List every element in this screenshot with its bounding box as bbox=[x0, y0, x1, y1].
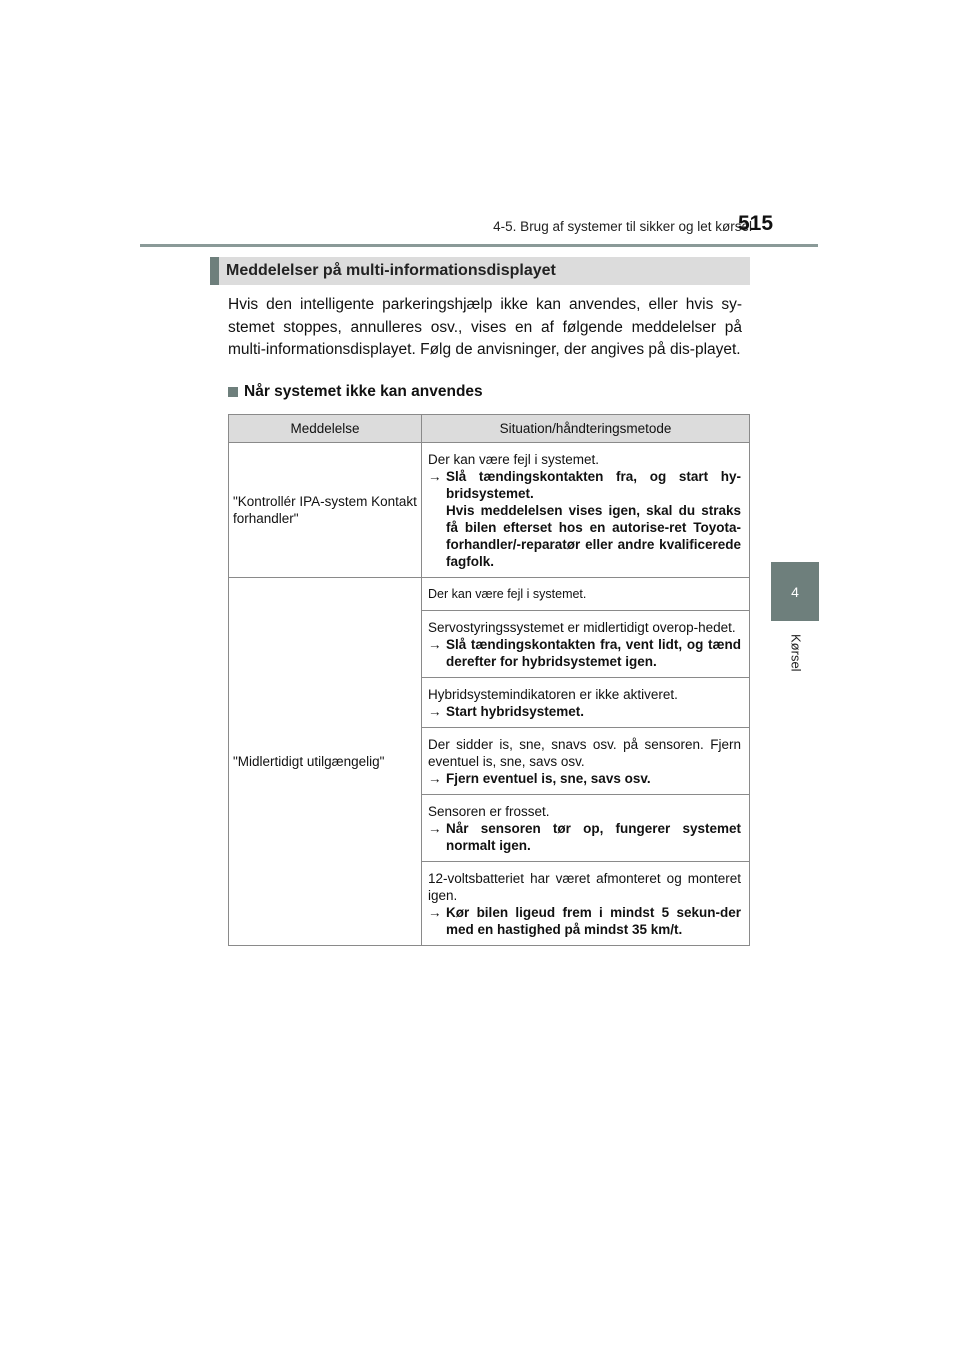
arrow-right-icon: → bbox=[428, 905, 442, 920]
table-header-row bbox=[229, 415, 750, 443]
situation-cell bbox=[422, 443, 750, 578]
arrow-right-icon: → bbox=[428, 637, 442, 652]
section-banner bbox=[210, 257, 750, 285]
action-text: Slå tændingskontakten fra, vent lidt, og tænd derefter for hybridsystemet igen. bbox=[446, 637, 741, 669]
column-header-message: Meddelelse bbox=[229, 415, 422, 443]
cause-text: Der kan være fejl i systemet. bbox=[428, 587, 587, 601]
subheading-text: Når systemet ikke kan anvendes bbox=[244, 383, 483, 400]
action-line bbox=[428, 770, 741, 787]
action-line bbox=[428, 636, 741, 670]
message-table bbox=[228, 414, 750, 946]
message-cell: "Midlertidigt utilgængelig" bbox=[229, 578, 422, 946]
table-row bbox=[229, 443, 750, 578]
action-text: Slå tændingskontakten fra, og start hy-bridsystemet. bbox=[446, 469, 741, 501]
action-text: Fjern eventuel is, sne, savs osv. bbox=[446, 771, 651, 786]
action-text: Når sensoren tør op, fungerer systemet normalt igen. bbox=[446, 821, 741, 853]
arrow-right-icon: → bbox=[428, 821, 442, 836]
cause-text: Hybridsystemindikatoren er ikke aktiveret. bbox=[428, 687, 678, 702]
situation-entry bbox=[422, 677, 749, 727]
chapter-tab: 4 bbox=[771, 562, 819, 621]
header-section-title: 4-5. Brug af systemer til sikker og let kørsel bbox=[493, 219, 752, 234]
table-row bbox=[229, 578, 750, 946]
situation-entry bbox=[422, 443, 749, 577]
situation-entry bbox=[422, 794, 749, 861]
action-line bbox=[428, 703, 741, 720]
cause-text: Der sidder is, sne, snavs osv. på sensoren. Fjern eventuel is, sne, savs osv. bbox=[428, 737, 741, 769]
cause-text: 12-voltsbatteriet har været afmonteret og monteret igen. bbox=[428, 871, 741, 903]
action-text: Start hybridsystemet. bbox=[446, 704, 585, 719]
note-text: Hvis meddelelsen vises igen, skal du straks få bilen efterset hos en autorise-ret Toyota-forhandler/-reparatør eller andre kvalificerede fagfolk. bbox=[446, 503, 741, 569]
cause-text: Der kan være fejl i systemet. bbox=[428, 452, 600, 467]
arrow-right-icon: → bbox=[428, 771, 442, 786]
chapter-label: Kørsel bbox=[788, 634, 804, 672]
arrow-right-icon: → bbox=[428, 704, 442, 719]
action-line bbox=[428, 904, 741, 938]
situation-entry bbox=[422, 861, 749, 945]
situation-entry bbox=[422, 610, 749, 677]
message-cell: "Kontrollér IPA-system Kontakt forhandler" bbox=[229, 443, 422, 578]
action-line bbox=[428, 468, 741, 502]
cause-text: Servostyringssystemet er midlertidigt overop-hedet. bbox=[428, 620, 736, 635]
arrow-right-icon: → bbox=[428, 469, 442, 484]
page-number: 515 bbox=[738, 212, 774, 235]
column-header-situation: Situation/håndteringsmetode bbox=[422, 415, 750, 443]
header-rule bbox=[140, 244, 818, 247]
subheading bbox=[228, 383, 483, 401]
action-line bbox=[428, 820, 741, 854]
situation-entry bbox=[422, 578, 749, 610]
situation-cell bbox=[422, 578, 750, 946]
cause-text: Sensoren er frosset. bbox=[428, 804, 550, 819]
action-text: Kør bilen ligeud frem i mindst 5 sekun-der med en hastighed på mindst 35 km/t. bbox=[446, 905, 741, 937]
intro-paragraph: Hvis den intelligente parkeringshjælp ikke kan anvendes, eller hvis sy-stemet stoppes, annulleres osv., vises en af følgende meddelelser på multi-informationsdisplayet. Følg de anvisninger, der angives på dis-playet. bbox=[228, 296, 742, 358]
section-title: Meddelelser på multi-informationsdisplayet bbox=[226, 262, 556, 279]
square-bullet-icon bbox=[228, 387, 238, 397]
situation-entry bbox=[422, 727, 749, 794]
banner-accent-bar bbox=[210, 257, 219, 285]
